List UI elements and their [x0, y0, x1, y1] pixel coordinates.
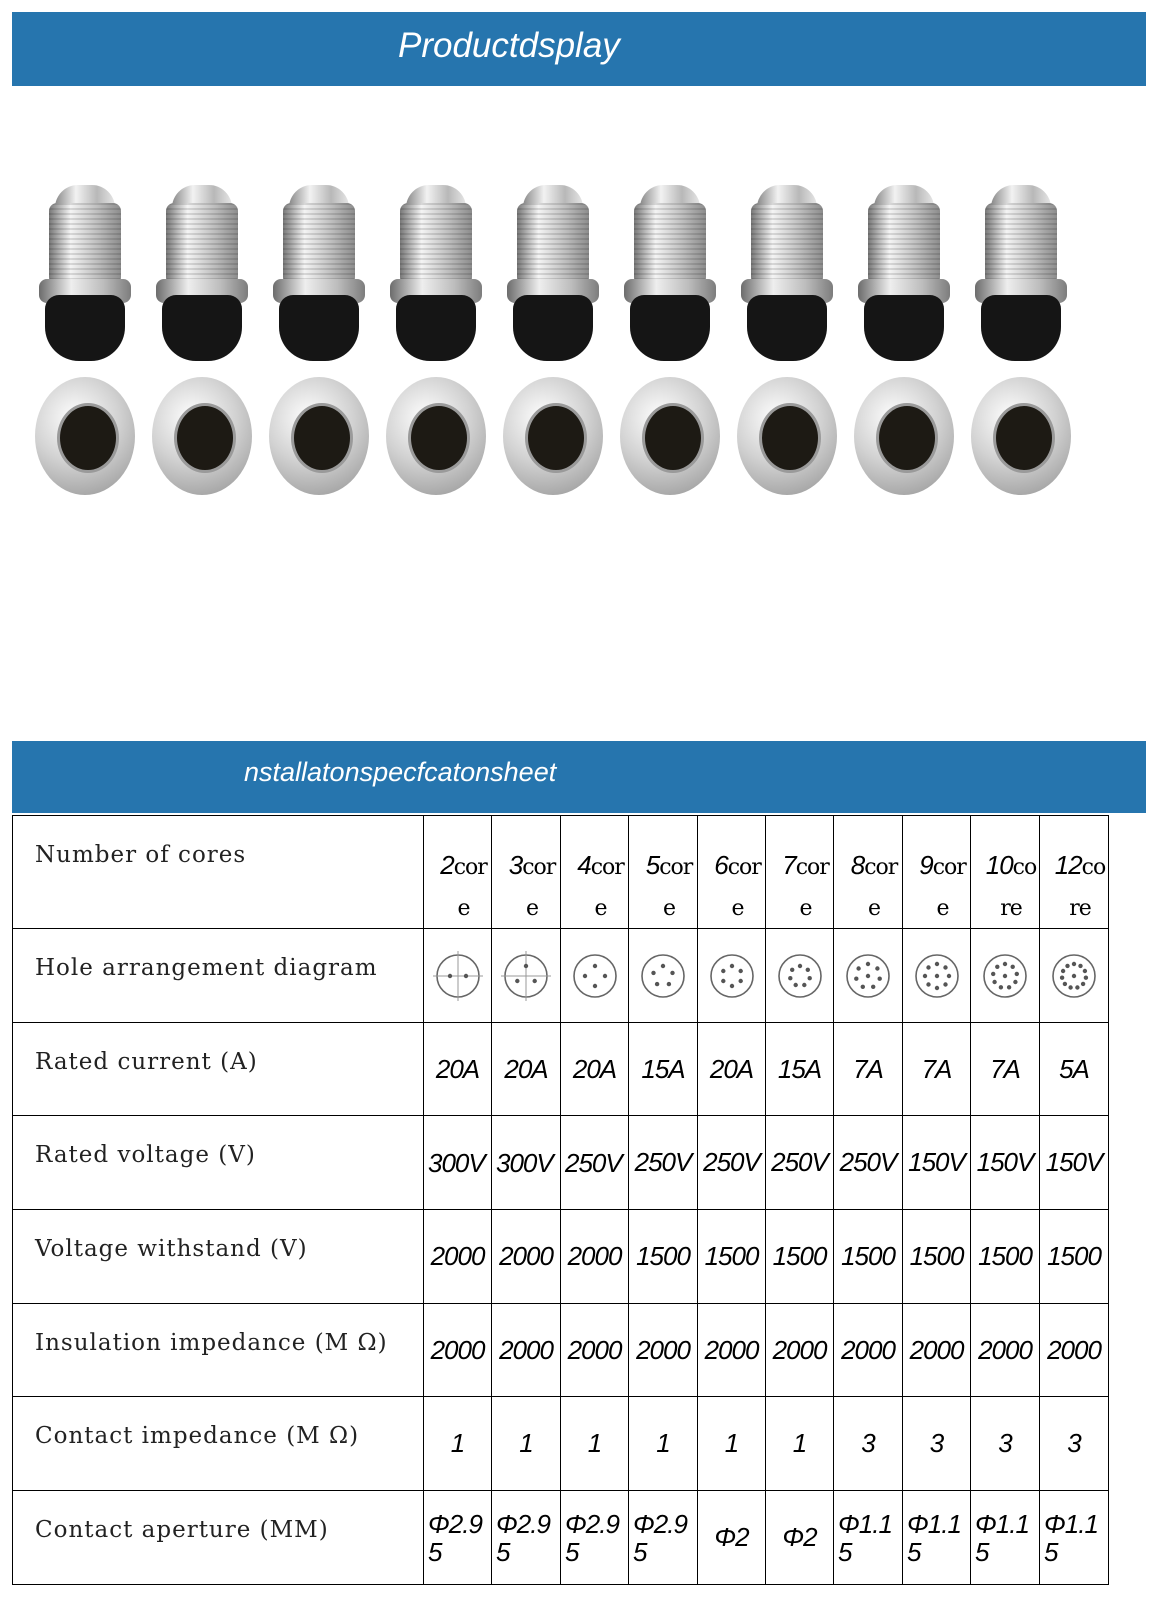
contact-aperture-value: Φ1.15: [903, 1491, 971, 1585]
rated-voltage-value: 250V: [698, 1116, 766, 1210]
core-unit: core: [727, 855, 761, 921]
pin-hole-dot: [1072, 973, 1076, 977]
hole-arrangement-icon: [638, 951, 688, 1001]
core-count: 10: [985, 850, 1013, 880]
spec-sheet-banner: [12, 741, 1146, 813]
product-gallery: [35, 185, 1115, 515]
hole-diagram-cell: [834, 929, 903, 1023]
contact-impedance-value: 1: [698, 1397, 766, 1491]
pin-hole-dot: [1013, 979, 1017, 983]
row-number-of-cores: [13, 816, 1109, 929]
rated-current-value: 20A: [698, 1023, 766, 1116]
pin-hole-dot: [1007, 985, 1011, 989]
panel-flange: [620, 377, 720, 495]
contact-impedance-value: 3: [1040, 1397, 1109, 1491]
contact-impedance-value: 1: [766, 1397, 834, 1491]
contact-aperture-value: Φ1.15: [1040, 1491, 1109, 1585]
pin-hole-dot: [992, 979, 996, 983]
male-pin-face: [57, 403, 119, 473]
plug-sleeve: [49, 203, 121, 285]
pin-hole-dot: [934, 985, 938, 989]
row-voltage-withstand: [13, 1210, 1109, 1304]
row-label: Contact aperture (MM): [13, 1491, 424, 1585]
core-count-cell: [492, 816, 561, 929]
female-socket-face: [396, 295, 476, 361]
hole-diagram-cell: [903, 929, 971, 1023]
plug-sleeve: [400, 203, 472, 285]
female-socket-face: [513, 295, 593, 361]
core-unit: core: [659, 855, 693, 921]
rated-voltage-value: 250V: [561, 1116, 629, 1210]
hole-arrangement-icon: [1049, 951, 1099, 1001]
voltage-withstand-value: 1500: [903, 1210, 971, 1304]
row-label: Number of cores: [13, 816, 424, 929]
pin-hole-dot: [854, 976, 858, 980]
pin-hole-dot: [721, 978, 725, 982]
male-pin-face: [876, 403, 938, 473]
contact-aperture-value: Φ2: [698, 1491, 766, 1585]
rated-current-value: 7A: [903, 1023, 971, 1116]
male-pin-face: [759, 403, 821, 473]
voltage-withstand-value: 1500: [698, 1210, 766, 1304]
contact-impedance-value: 3: [903, 1397, 971, 1491]
rated-current-value: 20A: [561, 1023, 629, 1116]
insulation-impedance-value: 2000: [1040, 1304, 1109, 1397]
panel-flange: [152, 377, 252, 495]
pin-hole-dot: [655, 981, 659, 985]
pin-hole-dot: [524, 963, 528, 967]
contact-aperture-value: Φ2.95: [424, 1491, 492, 1585]
pin-hole-dot: [999, 985, 1003, 989]
core-count: 12: [1054, 850, 1082, 880]
female-socket-face: [981, 295, 1061, 361]
pin-hole-dot: [1003, 973, 1007, 977]
insulation-impedance-value: 2000: [903, 1304, 971, 1397]
core-unit: core: [1069, 855, 1106, 921]
pin-hole-dot: [995, 964, 999, 968]
core-count-cell: [971, 816, 1040, 929]
pin-hole-dot: [738, 978, 742, 982]
contact-impedance-value: 3: [834, 1397, 903, 1491]
core-unit: core: [795, 855, 829, 921]
rated-voltage-value: 250V: [766, 1116, 834, 1210]
pin-hole-dot: [463, 973, 467, 977]
pin-hole-dot: [1003, 961, 1007, 965]
rated-current-value: 15A: [766, 1023, 834, 1116]
female-socket-face: [45, 295, 125, 361]
row-contact-impedance: [13, 1397, 1109, 1491]
row-label: Voltage withstand (V): [13, 1210, 424, 1304]
pin-hole-dot: [738, 968, 742, 972]
insulation-impedance-value: 2000: [834, 1304, 903, 1397]
pin-hole-dot: [729, 963, 733, 967]
pin-hole-dot: [946, 973, 950, 977]
plug-sleeve: [868, 203, 940, 285]
pin-hole-dot: [797, 963, 801, 967]
hole-diagram-cell: [971, 929, 1040, 1023]
male-pin-face: [525, 403, 587, 473]
pin-hole-dot: [805, 967, 809, 971]
product-display-title: Productdsplay: [398, 26, 620, 65]
contact-aperture-value: Φ2.95: [629, 1491, 698, 1585]
core-count: 2: [440, 850, 454, 880]
row-label: Rated current (A): [13, 1023, 424, 1116]
row-insulation-impedance: [13, 1304, 1109, 1397]
pin-hole-dot: [788, 976, 792, 980]
voltage-withstand-value: 2000: [561, 1210, 629, 1304]
hole-diagram-cell: [1040, 929, 1109, 1023]
pin-hole-dot: [802, 982, 806, 986]
male-pin-face: [174, 403, 236, 473]
row-hole-arrangement: [13, 929, 1109, 1023]
pin-hole-dot: [661, 963, 665, 967]
insulation-impedance-value: 2000: [629, 1304, 698, 1397]
panel-flange: [269, 377, 369, 495]
voltage-withstand-value: 2000: [492, 1210, 561, 1304]
rated-current-value: 7A: [834, 1023, 903, 1116]
pin-hole-dot: [1078, 963, 1082, 967]
core-count: 7: [782, 850, 796, 880]
voltage-withstand-value: 2000: [424, 1210, 492, 1304]
pin-hole-dot: [721, 968, 725, 972]
hole-arrangement-icon: [501, 951, 551, 1001]
pin-hole-dot: [667, 981, 671, 985]
core-count-cell: [561, 816, 629, 929]
pin-hole-dot: [1083, 968, 1087, 972]
pin-hole-dot: [1015, 971, 1019, 975]
pin-hole-dot: [602, 973, 606, 977]
pin-hole-dot: [447, 973, 451, 977]
core-count-cell: [698, 816, 766, 929]
core-unit: core: [590, 855, 624, 921]
plug-sleeve: [517, 203, 589, 285]
hole-diagram-cell: [629, 929, 698, 1023]
pin-hole-dot: [922, 973, 926, 977]
rated-voltage-value: 300V: [492, 1116, 561, 1210]
rated-current-value: 20A: [492, 1023, 561, 1116]
pin-hole-dot: [1068, 985, 1072, 989]
pin-hole-dot: [807, 976, 811, 980]
male-pin-face: [291, 403, 353, 473]
rated-current-value: 15A: [629, 1023, 698, 1116]
contact-aperture-value: Φ2.95: [561, 1491, 629, 1585]
hole-arrangement-icon: [980, 951, 1030, 1001]
hole-arrangement-icon: [433, 951, 483, 1001]
pin-hole-dot: [1084, 975, 1088, 979]
core-count-cell: [834, 816, 903, 929]
hole-diagram-cell: [766, 929, 834, 1023]
plug-sleeve: [283, 203, 355, 285]
pin-hole-dot: [934, 973, 938, 977]
hole-diagram-cell: [424, 929, 492, 1023]
pin-hole-dot: [991, 971, 995, 975]
panel-flange: [386, 377, 486, 495]
contact-impedance-value: 1: [561, 1397, 629, 1491]
plug-sleeve: [751, 203, 823, 285]
pin-hole-dot: [943, 982, 947, 986]
row-label: Rated voltage (V): [13, 1116, 424, 1210]
insulation-impedance-value: 2000: [492, 1304, 561, 1397]
pin-hole-dot: [1011, 964, 1015, 968]
rated-voltage-value: 250V: [629, 1116, 698, 1210]
insulation-impedance-value: 2000: [971, 1304, 1040, 1397]
contact-impedance-value: 1: [492, 1397, 561, 1491]
pin-hole-dot: [1072, 961, 1076, 965]
pin-hole-dot: [861, 984, 865, 988]
pin-hole-dot: [934, 961, 938, 965]
male-pin-face: [642, 403, 704, 473]
row-rated-current: [13, 1023, 1109, 1116]
rated-voltage-value: 150V: [971, 1116, 1040, 1210]
core-count: 6: [714, 850, 728, 880]
row-label: Contact impedance (M Ω): [13, 1397, 424, 1491]
pin-hole-dot: [592, 983, 596, 987]
core-count: 3: [508, 850, 523, 880]
hole-arrangement-icon: [843, 951, 893, 1001]
hole-arrangement-icon: [570, 951, 620, 1001]
female-socket-face: [162, 295, 242, 361]
row-contact-aperture: [13, 1491, 1109, 1585]
hole-diagram-cell: [561, 929, 629, 1023]
pin-hole-dot: [871, 984, 875, 988]
pin-hole-dot: [1063, 981, 1067, 985]
male-pin-face: [408, 403, 470, 473]
contact-aperture-value: Φ2: [766, 1491, 834, 1585]
contact-aperture-value: Φ1.15: [971, 1491, 1040, 1585]
rated-current-value: 20A: [424, 1023, 492, 1116]
core-count: 8: [850, 850, 865, 880]
panel-flange: [503, 377, 603, 495]
voltage-withstand-value: 1500: [629, 1210, 698, 1304]
core-count-cell: [1040, 816, 1109, 929]
rated-current-value: 7A: [971, 1023, 1040, 1116]
core-unit: core: [932, 855, 966, 921]
hole-arrangement-icon: [775, 951, 825, 1001]
spec-sheet-title: nstallatonspecfcatonsheet: [244, 757, 557, 787]
voltage-withstand-value: 1500: [766, 1210, 834, 1304]
hole-diagram-cell: [492, 929, 561, 1023]
pin-hole-dot: [1075, 985, 1079, 989]
contact-aperture-value: Φ2.95: [492, 1491, 561, 1585]
pin-hole-dot: [790, 967, 794, 971]
plug-sleeve: [634, 203, 706, 285]
insulation-impedance-value: 2000: [561, 1304, 629, 1397]
product-display-banner: [12, 12, 1146, 86]
rated-voltage-value: 300V: [424, 1116, 492, 1210]
pin-hole-dot: [875, 966, 879, 970]
pin-hole-dot: [866, 961, 870, 965]
pin-hole-dot: [1060, 975, 1064, 979]
pin-hole-dot: [729, 983, 733, 987]
core-unit: core: [522, 855, 556, 921]
rated-voltage-value: 250V: [834, 1116, 903, 1210]
pin-hole-dot: [878, 976, 882, 980]
female-socket-face: [747, 295, 827, 361]
voltage-withstand-value: 1500: [834, 1210, 903, 1304]
insulation-impedance-value: 2000: [766, 1304, 834, 1397]
core-count-cell: [766, 816, 834, 929]
hole-arrangement-icon: [707, 951, 757, 1001]
pin-hole-dot: [592, 963, 596, 967]
pin-hole-dot: [582, 973, 586, 977]
pin-hole-dot: [670, 970, 674, 974]
female-socket-face: [630, 295, 710, 361]
voltage-withstand-value: 1500: [1040, 1210, 1109, 1304]
female-socket-face: [279, 295, 359, 361]
pin-hole-dot: [533, 978, 537, 982]
contact-impedance-value: 1: [629, 1397, 698, 1491]
core-count-cell: [424, 816, 492, 929]
panel-flange: [737, 377, 837, 495]
contact-impedance-value: 1: [424, 1397, 492, 1491]
pin-hole-dot: [943, 965, 947, 969]
rated-current-value: 5A: [1040, 1023, 1109, 1116]
core-unit: core: [864, 855, 898, 921]
pin-hole-dot: [926, 982, 930, 986]
pin-hole-dot: [856, 966, 860, 970]
rated-voltage-value: 150V: [1040, 1116, 1109, 1210]
plug-sleeve: [985, 203, 1057, 285]
pin-hole-dot: [1065, 963, 1069, 967]
core-unit: core: [1000, 855, 1037, 921]
contact-aperture-value: Φ1.15: [834, 1491, 903, 1585]
rated-voltage-value: 150V: [903, 1116, 971, 1210]
pin-hole-dot: [1081, 981, 1085, 985]
hole-arrangement-icon: [912, 951, 962, 1001]
voltage-withstand-value: 1500: [971, 1210, 1040, 1304]
insulation-impedance-value: 2000: [698, 1304, 766, 1397]
pin-hole-dot: [651, 970, 655, 974]
pin-hole-dot: [926, 965, 930, 969]
pin-hole-dot: [1061, 968, 1065, 972]
core-count-cell: [629, 816, 698, 929]
panel-flange: [854, 377, 954, 495]
core-count-cell: [903, 816, 971, 929]
core-count: 9: [919, 850, 933, 880]
pin-hole-dot: [515, 978, 519, 982]
row-label: Hole arrangement diagram: [13, 929, 424, 1023]
row-rated-voltage: [13, 1116, 1109, 1210]
pin-hole-dot: [866, 973, 870, 977]
pin-hole-dot: [793, 982, 797, 986]
spec-table: [12, 815, 1109, 1585]
hole-diagram-cell: [698, 929, 766, 1023]
core-count: 5: [645, 850, 660, 880]
row-label: Insulation impedance (M Ω): [13, 1304, 424, 1397]
male-pin-face: [993, 403, 1055, 473]
plug-sleeve: [166, 203, 238, 285]
core-unit: core: [453, 855, 487, 921]
panel-flange: [971, 377, 1071, 495]
contact-impedance-value: 3: [971, 1397, 1040, 1491]
insulation-impedance-value: 2000: [424, 1304, 492, 1397]
panel-flange: [35, 377, 135, 495]
core-count: 4: [577, 850, 591, 880]
female-socket-face: [864, 295, 944, 361]
